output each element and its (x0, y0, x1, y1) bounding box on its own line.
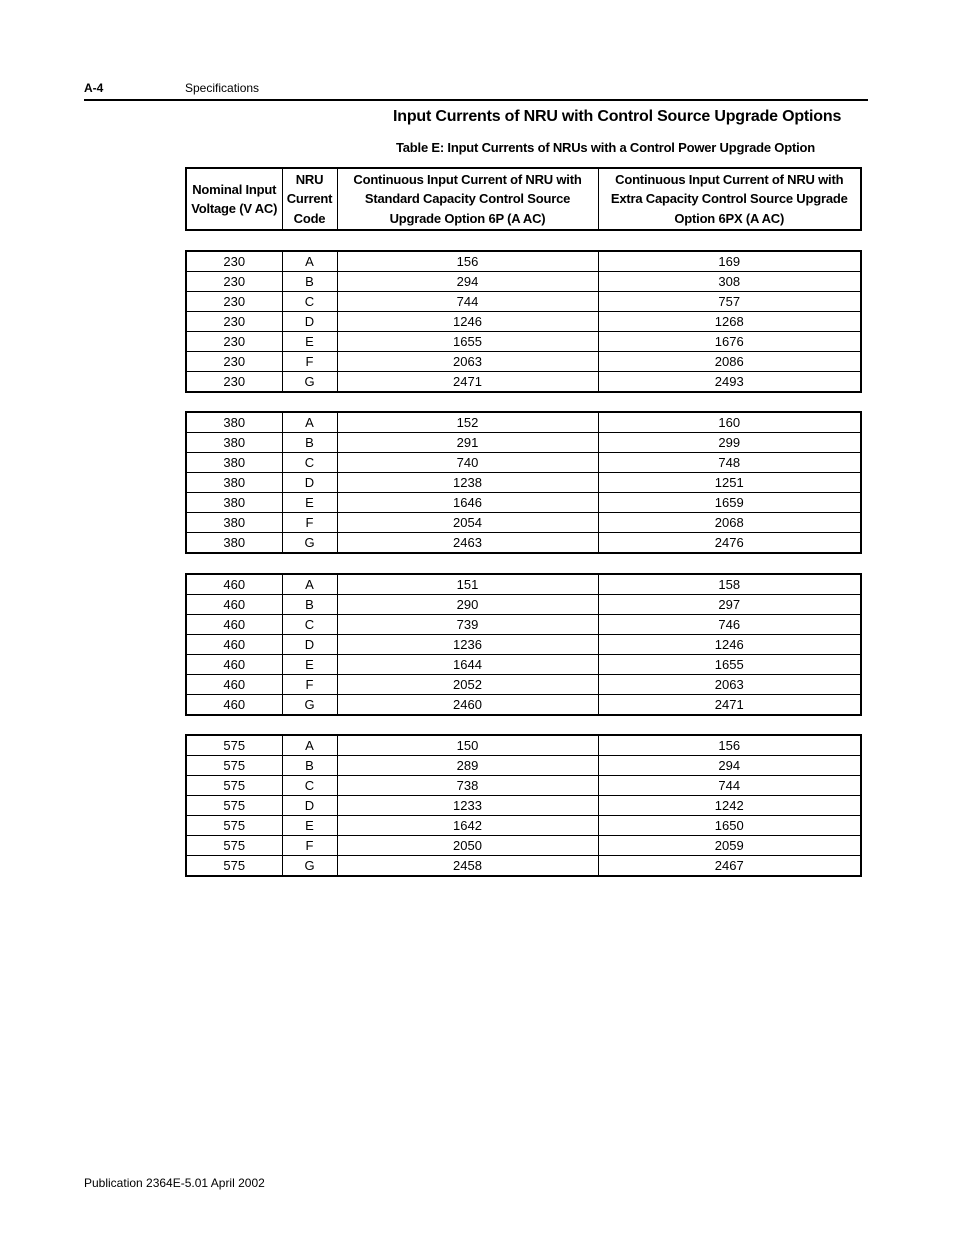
cell-voltage: 230 (186, 272, 282, 292)
cell-code: F (282, 513, 337, 533)
cell-voltage: 380 (186, 533, 282, 554)
cell-standard-current: 2471 (337, 372, 598, 393)
header-rule (84, 99, 868, 101)
cell-code: E (282, 816, 337, 836)
cell-code: A (282, 251, 337, 272)
cell-extra-current: 744 (598, 776, 861, 796)
cell-standard-current: 740 (337, 453, 598, 473)
table-group (185, 250, 862, 393)
cell-code: D (282, 473, 337, 493)
cell-extra-current: 1246 (598, 635, 861, 655)
cell-code: C (282, 776, 337, 796)
table-group (185, 573, 862, 716)
cell-extra-current: 2068 (598, 513, 861, 533)
cell-extra-current: 299 (598, 433, 861, 453)
cell-standard-current: 1655 (337, 332, 598, 352)
cell-code: G (282, 856, 337, 877)
cell-standard-current: 2460 (337, 695, 598, 716)
column-header-extra: Continuous Input Current of NRU with Extra Capacity Control Source Upgrade Option 6PX (A AC) (598, 168, 861, 230)
cell-standard-current: 156 (337, 251, 598, 272)
cell-standard-current: 1238 (337, 473, 598, 493)
cell-extra-current: 748 (598, 453, 861, 473)
table-row (186, 251, 861, 272)
header-page-number: A-4 (84, 81, 104, 95)
table-row (186, 735, 861, 756)
cell-extra-current: 156 (598, 735, 861, 756)
table-row (186, 816, 861, 836)
footer-publication: Publication 2364E-5.01 April 2002 (84, 1176, 265, 1190)
cell-extra-current: 1659 (598, 493, 861, 513)
cell-code: B (282, 433, 337, 453)
cell-voltage: 380 (186, 513, 282, 533)
table-row (186, 513, 861, 533)
cell-extra-current: 158 (598, 574, 861, 595)
cell-code: G (282, 695, 337, 716)
cell-voltage: 230 (186, 251, 282, 272)
cell-voltage: 460 (186, 595, 282, 615)
table-row (186, 615, 861, 635)
table-row (186, 493, 861, 513)
table-group (185, 411, 862, 554)
cell-extra-current: 1655 (598, 655, 861, 675)
cell-voltage: 460 (186, 574, 282, 595)
table-row (186, 533, 861, 554)
table-row (186, 574, 861, 595)
cell-extra-current: 2471 (598, 695, 861, 716)
cell-code: G (282, 372, 337, 393)
cell-standard-current: 2063 (337, 352, 598, 372)
cell-extra-current: 1242 (598, 796, 861, 816)
cell-voltage: 575 (186, 816, 282, 836)
table-row (186, 595, 861, 615)
cell-standard-current: 1646 (337, 493, 598, 513)
cell-extra-current: 2059 (598, 836, 861, 856)
cell-standard-current: 2463 (337, 533, 598, 554)
cell-voltage: 380 (186, 473, 282, 493)
cell-extra-current: 2467 (598, 856, 861, 877)
cell-extra-current: 2063 (598, 675, 861, 695)
cell-code: E (282, 332, 337, 352)
section-title: Input Currents of NRU with Control Source Upgrade Options (393, 108, 842, 125)
cell-voltage: 575 (186, 756, 282, 776)
cell-voltage: 230 (186, 292, 282, 312)
cell-code: B (282, 595, 337, 615)
table-caption: Table E: Input Currents of NRUs with a Control Power Upgrade Option (396, 140, 815, 155)
table-row (186, 292, 861, 312)
cell-standard-current: 2458 (337, 856, 598, 877)
table-row (186, 272, 861, 292)
column-header-voltage: Nominal Input Voltage (V AC) (186, 168, 282, 230)
cell-voltage: 575 (186, 836, 282, 856)
header-section-name: Specifications (185, 81, 260, 95)
table-row (186, 635, 861, 655)
table-row (186, 756, 861, 776)
cell-voltage: 460 (186, 675, 282, 695)
cell-voltage: 230 (186, 332, 282, 352)
table-group (185, 734, 862, 877)
cell-standard-current: 1642 (337, 816, 598, 836)
cell-extra-current: 160 (598, 412, 861, 433)
cell-code: F (282, 675, 337, 695)
cell-standard-current: 1236 (337, 635, 598, 655)
table-row (186, 695, 861, 716)
cell-standard-current: 2050 (337, 836, 598, 856)
table-row (186, 372, 861, 393)
cell-standard-current: 738 (337, 776, 598, 796)
cell-extra-current: 1268 (598, 312, 861, 332)
table-row (186, 433, 861, 453)
cell-code: C (282, 453, 337, 473)
cell-extra-current: 1251 (598, 473, 861, 493)
cell-extra-current: 2476 (598, 533, 861, 554)
cell-extra-current: 757 (598, 292, 861, 312)
cell-code: B (282, 272, 337, 292)
cell-code: D (282, 312, 337, 332)
cell-standard-current: 739 (337, 615, 598, 635)
cell-standard-current: 1233 (337, 796, 598, 816)
cell-voltage: 380 (186, 412, 282, 433)
cell-standard-current: 2054 (337, 513, 598, 533)
cell-standard-current: 1246 (337, 312, 598, 332)
table-row (186, 473, 861, 493)
table-row (186, 836, 861, 856)
cell-code: G (282, 533, 337, 554)
cell-standard-current: 1644 (337, 655, 598, 675)
table-row (186, 453, 861, 473)
cell-code: D (282, 796, 337, 816)
cell-code: A (282, 412, 337, 433)
cell-code: D (282, 635, 337, 655)
table-row (186, 776, 861, 796)
cell-voltage: 575 (186, 735, 282, 756)
cell-extra-current: 2493 (598, 372, 861, 393)
cell-voltage: 380 (186, 433, 282, 453)
cell-standard-current: 150 (337, 735, 598, 756)
cell-code: F (282, 352, 337, 372)
table-row (186, 352, 861, 372)
table-row (186, 332, 861, 352)
table-row (186, 655, 861, 675)
table-row (186, 856, 861, 877)
cell-code: C (282, 292, 337, 312)
cell-extra-current: 294 (598, 756, 861, 776)
cell-voltage: 230 (186, 312, 282, 332)
cell-standard-current: 151 (337, 574, 598, 595)
cell-code: A (282, 574, 337, 595)
cell-standard-current: 294 (337, 272, 598, 292)
column-header-code: NRU Current Code (282, 168, 337, 230)
cell-extra-current: 2086 (598, 352, 861, 372)
table-row (186, 796, 861, 816)
cell-voltage: 575 (186, 796, 282, 816)
cell-voltage: 460 (186, 615, 282, 635)
cell-extra-current: 169 (598, 251, 861, 272)
cell-voltage: 460 (186, 695, 282, 716)
cell-standard-current: 291 (337, 433, 598, 453)
cell-extra-current: 297 (598, 595, 861, 615)
cell-voltage: 380 (186, 453, 282, 473)
cell-voltage: 230 (186, 352, 282, 372)
cell-code: A (282, 735, 337, 756)
cell-code: F (282, 836, 337, 856)
cell-code: E (282, 655, 337, 675)
table-row (186, 312, 861, 332)
cell-extra-current: 1650 (598, 816, 861, 836)
cell-standard-current: 2052 (337, 675, 598, 695)
cell-voltage: 380 (186, 493, 282, 513)
column-header-standard: Continuous Input Current of NRU with Standard Capacity Control Source Upgrade Option 6P (A AC) (337, 168, 598, 230)
cell-voltage: 575 (186, 856, 282, 877)
cell-voltage: 460 (186, 655, 282, 675)
cell-extra-current: 746 (598, 615, 861, 635)
cell-standard-current: 289 (337, 756, 598, 776)
cell-extra-current: 308 (598, 272, 861, 292)
cell-code: B (282, 756, 337, 776)
cell-voltage: 230 (186, 372, 282, 393)
cell-standard-current: 152 (337, 412, 598, 433)
cell-voltage: 460 (186, 635, 282, 655)
table-header (185, 167, 862, 231)
table-row (186, 675, 861, 695)
cell-standard-current: 290 (337, 595, 598, 615)
table-row (186, 412, 861, 433)
cell-extra-current: 1676 (598, 332, 861, 352)
cell-standard-current: 744 (337, 292, 598, 312)
cell-code: C (282, 615, 337, 635)
cell-voltage: 575 (186, 776, 282, 796)
cell-code: E (282, 493, 337, 513)
